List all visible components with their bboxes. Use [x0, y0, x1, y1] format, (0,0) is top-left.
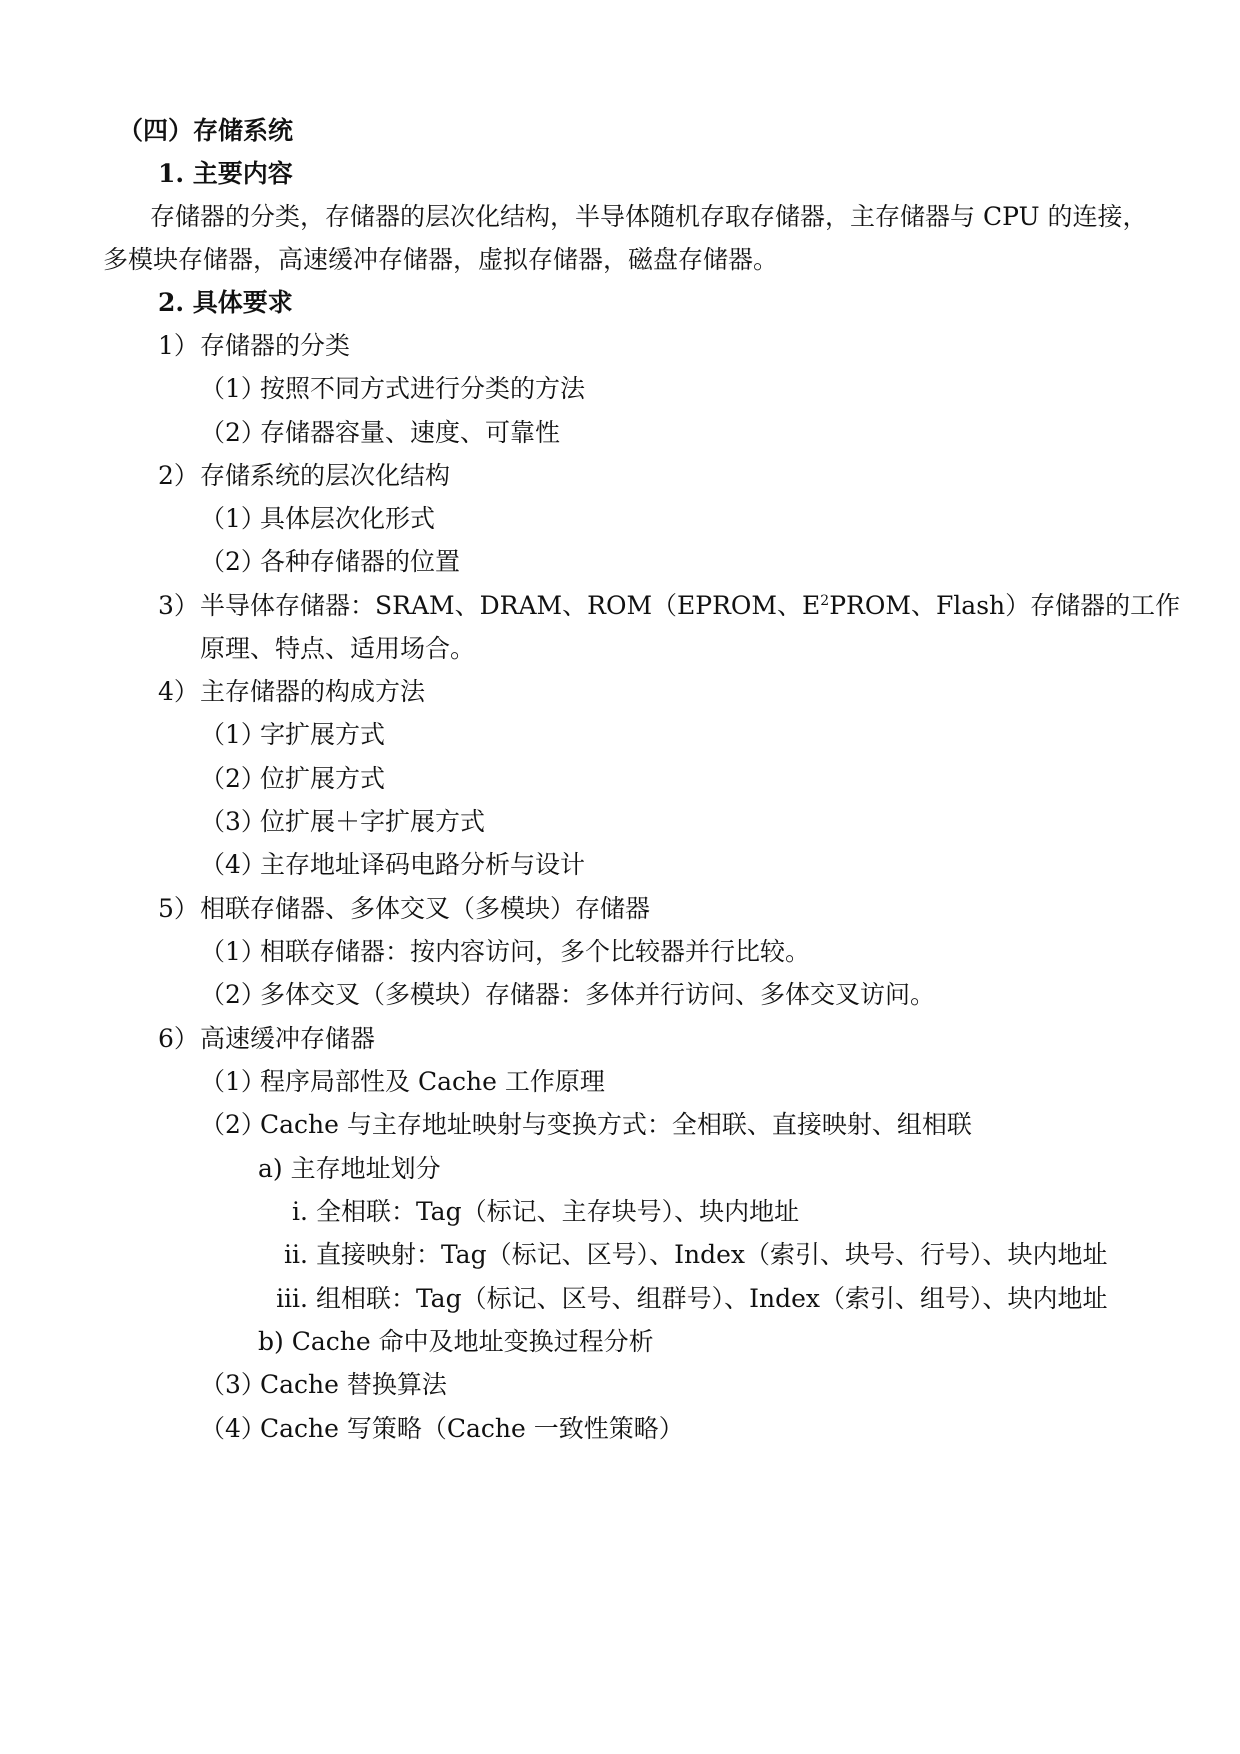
- sub-item-text: Cache 替换算法: [260, 1370, 447, 1399]
- sub-item-4-2: [200, 764, 385, 794]
- list-item-2: [158, 461, 450, 491]
- detail-item-a: [258, 1154, 441, 1184]
- sub-item-text: Cache 与主存地址映射与变换方式：全相联、直接映射、组相联: [260, 1110, 972, 1139]
- sub-item-number: （1）: [200, 720, 266, 749]
- sub-item-number: （2）: [200, 980, 266, 1009]
- roman-item-iii: [268, 1284, 1107, 1314]
- sub-item-text: 多体交叉（多模块）存储器：多体并行访问、多体交叉访问。: [260, 980, 936, 1009]
- sub-item-1-1: [200, 374, 585, 404]
- list-item-1: [158, 331, 350, 361]
- roman-text: 组相联：Tag（标记、区号、组群号）、Index（索引、组号）、块内地址: [315, 1284, 1108, 1313]
- sub-item-4-1: [200, 720, 385, 750]
- sub-item-number: （1）: [200, 1067, 266, 1096]
- sub-item-text: 位扩展方式: [260, 764, 386, 793]
- list-item-text: 高速缓冲存储器: [200, 1024, 376, 1053]
- sub-item-6-3: [200, 1370, 447, 1400]
- sub-item-5-1: [200, 937, 810, 967]
- roman-label: i.: [292, 1197, 308, 1226]
- sub-item-6-4: [200, 1414, 684, 1444]
- sub-item-text: 具体层次化形式: [260, 504, 436, 533]
- list-item-number: 2）: [158, 461, 199, 490]
- list-item-5: [158, 894, 650, 924]
- sub-item-6-2: [200, 1110, 972, 1140]
- list-item-4: [158, 677, 425, 707]
- detail-label: a): [258, 1154, 283, 1183]
- list-item-number: 1）: [158, 331, 199, 360]
- list-item-number: 3）: [158, 591, 199, 620]
- sub-item-text: 程序局部性及 Cache 工作原理: [260, 1067, 605, 1096]
- subsection-title-requirements: 2. 具体要求: [158, 288, 293, 317]
- main-content-line-2: 多模块存储器，高速缓冲存储器，虚拟存储器，磁盘存储器。: [103, 245, 779, 274]
- detail-item-b: [258, 1327, 654, 1357]
- roman-item-i: [268, 1197, 799, 1227]
- list-item-text: 存储系统的层次化结构: [200, 461, 451, 490]
- sub-item-text: Cache 写策略（Cache 一致性策略）: [260, 1414, 684, 1443]
- list-item-3-continuation: 原理、特点、适用场合。: [200, 634, 476, 663]
- list-item-6: [158, 1024, 375, 1054]
- list-item-text: 存储器的分类: [200, 331, 351, 360]
- superscript: 2: [820, 593, 830, 609]
- sub-item-6-1: [200, 1067, 605, 1097]
- sub-item-4-3: [200, 807, 485, 837]
- sub-item-2-2: [200, 547, 460, 577]
- sub-item-4-4: [200, 850, 585, 880]
- sub-item-number: （1）: [200, 504, 266, 533]
- subsection-title-main-content: 1. 主要内容: [158, 159, 293, 188]
- list-item-text: PROM、Flash）存储器的工作: [829, 591, 1181, 620]
- main-content-line-1: 存储器的分类，存储器的层次化结构，半导体随机存取存储器，主存储器与 CPU 的连接，: [150, 202, 1148, 231]
- list-item-text: 主存储器的构成方法: [200, 677, 426, 706]
- sub-item-text: 按照不同方式进行分类的方法: [260, 374, 586, 403]
- roman-text: 直接映射：Tag（标记、区号）、Index（索引、块号、行号）、块内地址: [315, 1240, 1108, 1269]
- list-item-3: [158, 591, 1180, 621]
- list-item-number: 4）: [158, 677, 199, 706]
- sub-item-number: （1）: [200, 374, 266, 403]
- sub-item-number: （3）: [200, 807, 266, 836]
- detail-label: b): [258, 1327, 284, 1356]
- sub-item-text: 字扩展方式: [260, 720, 386, 749]
- list-item-text: 半导体存储器：SRAM、DRAM、ROM（EPROM、E: [200, 591, 821, 620]
- sub-item-1-2: [200, 418, 560, 448]
- sub-item-number: （4）: [200, 1414, 266, 1443]
- sub-item-2-1: [200, 504, 435, 534]
- section-heading: （四）存储系统: [118, 116, 294, 145]
- sub-item-number: （2）: [200, 1110, 266, 1139]
- sub-item-text: 各种存储器的位置: [260, 547, 461, 576]
- roman-item-ii: [268, 1240, 1107, 1270]
- sub-item-number: （2）: [200, 418, 266, 447]
- list-item-number: 6）: [158, 1024, 199, 1053]
- sub-item-number: （1）: [200, 937, 266, 966]
- detail-text: 主存地址划分: [290, 1154, 441, 1183]
- sub-item-text: 存储器容量、速度、可靠性: [260, 418, 561, 447]
- sub-item-text: 相联存储器：按内容访问，多个比较器并行比较。: [260, 937, 811, 966]
- sub-item-text: 位扩展＋字扩展方式: [260, 807, 486, 836]
- list-item-text: 相联存储器、多体交叉（多模块）存储器: [200, 894, 651, 923]
- sub-item-number: （3）: [200, 1370, 266, 1399]
- sub-item-text: 主存地址译码电路分析与设计: [260, 850, 586, 879]
- roman-label: ii.: [284, 1240, 308, 1269]
- sub-item-number: （2）: [200, 547, 266, 576]
- roman-label: iii.: [276, 1284, 308, 1313]
- list-item-number: 5）: [158, 894, 199, 923]
- sub-item-number: （2）: [200, 764, 266, 793]
- detail-text: Cache 命中及地址变换过程分析: [291, 1327, 654, 1356]
- sub-item-5-2: [200, 980, 935, 1010]
- roman-text: 全相联：Tag（标记、主存块号）、块内地址: [315, 1197, 800, 1226]
- sub-item-number: （4）: [200, 850, 266, 879]
